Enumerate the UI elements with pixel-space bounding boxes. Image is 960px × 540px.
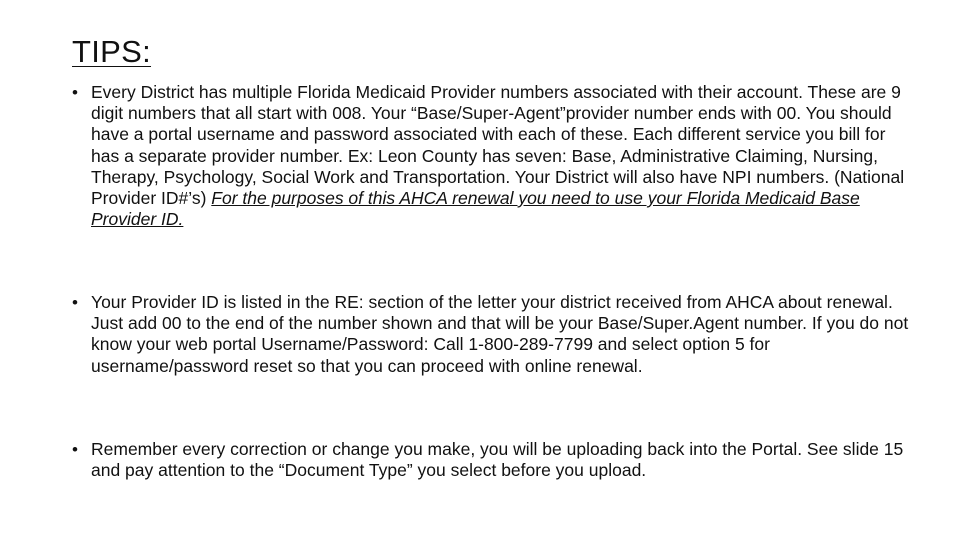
bullet-emphasis-text: For the purposes of this AHCA renewal you need to use your Florida Medicaid Base Provider ID. bbox=[91, 188, 860, 230]
bullet-text: Your Provider ID is listed in the RE: section of the letter your district received from AHCA about renewal. Just add 00 to the end of the number shown and that will be your Base/Super.Agent number. If you do not know your web portal Username/Password: Call 1-800-289-7799 and select option 5 for username/password reset so that you can proceed with online renewal. bbox=[91, 292, 909, 376]
bullet-text: Remember every correction or change you make, you will be uploading back into the Portal. See slide 15 and pay attention to the “Document Type” you select before you upload. bbox=[91, 439, 904, 481]
bullet-text: Every District has multiple Florida Medicaid Provider numbers associated with their account. These are 9 digit numbers that all start with 008. Your “Base/Super-Agent”provider number ends with 00. You should have a portal username and password associated with each of these. Each different service you bill for has a separate provider number. Ex: Leon County has seven: Base, Administrative Claiming, Nursing, Therapy, Psychology, Social Work and Transportation. Your District will also have NPI numbers. (National Provider ID#’s) bbox=[91, 82, 905, 209]
bullet-item-provider-id bbox=[72, 292, 911, 377]
bullet-item-provider-numbers bbox=[72, 82, 911, 230]
bullet-item-uploading bbox=[72, 439, 911, 481]
bullet-icon: • bbox=[72, 293, 78, 312]
bullet-icon: • bbox=[72, 83, 78, 102]
bullet-icon: • bbox=[72, 440, 78, 459]
slide-title: TIPS: bbox=[72, 34, 152, 69]
